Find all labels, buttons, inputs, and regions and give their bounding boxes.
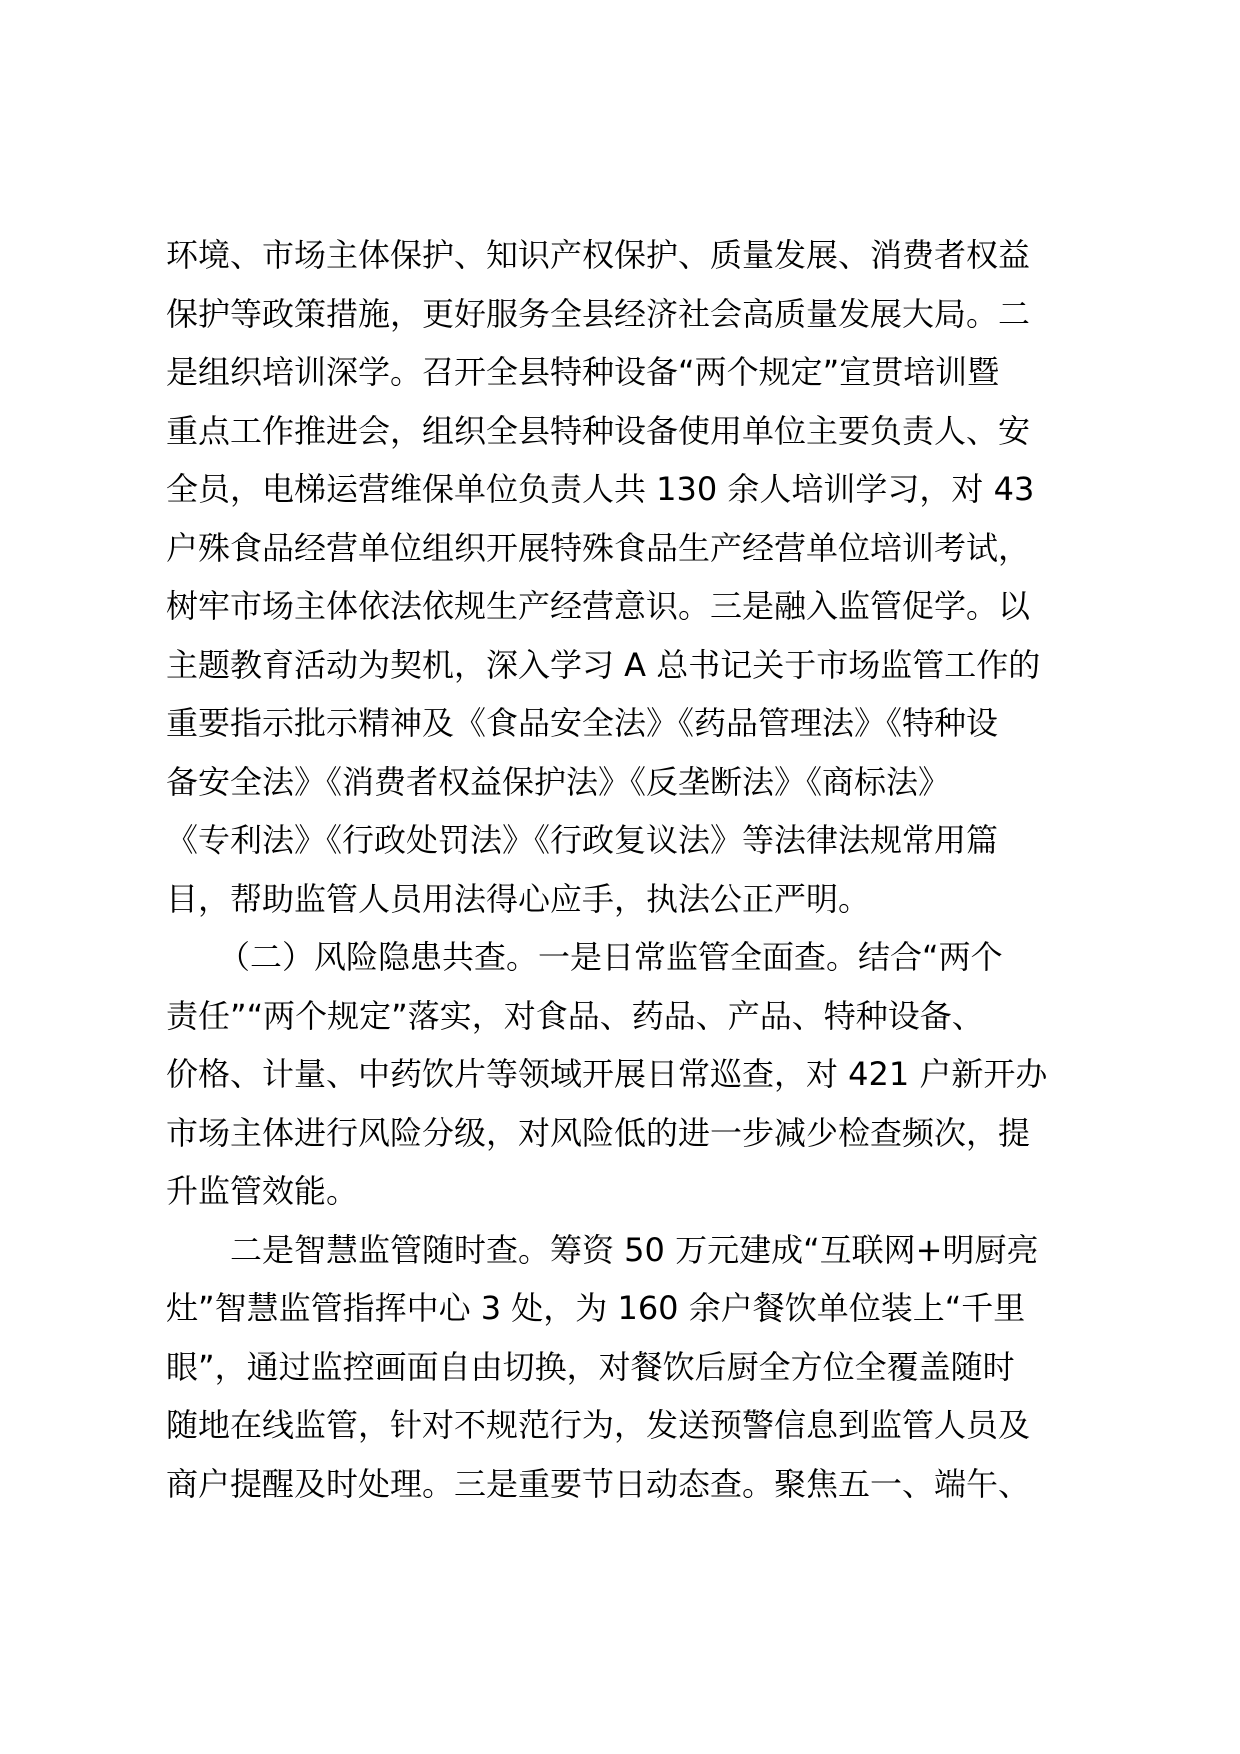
- section-heading-line: （二）风险隐患共查。一是日常监管全面查。结合“两个: [218, 938, 1003, 976]
- text-line: 市场主体进行风险分级，对风险低的进一步减少检查频次，提: [166, 1113, 1031, 1152]
- text-line: 眼”，通过监控画面自由切换，对餐饮后厨全方位全覆盖随时: [166, 1347, 1015, 1386]
- text-line: 环境、市场主体保护、知识产权保护、质量发展、消费者权益: [166, 236, 1031, 274]
- text-line: 主题教育活动为契机，深入学习 A 总书记关于市场监管工作的: [166, 645, 1041, 684]
- text-line: 户殊食品经营单位组织开展特殊食品生产经营单位培训考试，: [166, 528, 1031, 567]
- body-text: [166, 226, 1096, 1513]
- text-line: 灶”智慧监管指挥中心 3 处，为 160 余户餐饮单位装上“千里: [166, 1289, 1026, 1327]
- text-line: 是组织培训深学。召开全县特种设备“两个规定”宣贯培训暨: [166, 353, 1000, 391]
- text-line: 全员，电梯运营维保单位负责人共 130 余人培训学习，对 43: [166, 470, 1035, 508]
- text-line: 备安全法》《消费者权益保护法》《反垄断法》《商标法》: [166, 762, 951, 801]
- text-line: 保护等政策措施，更好服务全县经济社会高质量发展大局。二: [166, 294, 1031, 333]
- text-line: 价格、计量、中药饮片等领域开展日常巡查，对 421 户新开办: [166, 1055, 1048, 1093]
- paragraph-start-line: 二是智慧监管随时查。筹资 50 万元建成“互联网+明厨亮: [230, 1230, 1039, 1269]
- text-line: 目，帮助监管人员用法得心应手，执法公正严明。: [166, 879, 871, 918]
- text-line: 重点工作推进会，组织全县特种设备使用单位主要负责人、安: [166, 411, 1031, 450]
- text-line: 树牢市场主体依法依规生产经营意识。三是融入监管促学。以: [166, 587, 1031, 625]
- text-line: 重要指示批示精神及《食品安全法》《药品管理法》《特种设: [166, 704, 999, 742]
- text-line: 升监管效能。: [166, 1172, 359, 1210]
- text-line: 责任”“两个规定”落实，对食品、药品、产品、特种设备、: [166, 996, 984, 1035]
- text-line: 随地在线监管，针对不规范行为，发送预警信息到监管人员及: [166, 1406, 1031, 1444]
- text-line: 商户提醒及时处理。三是重要节日动态查。聚焦五一、端午、: [166, 1464, 1031, 1503]
- text-line: 《专利法》《行政处罚法》《行政复议法》等法律法规常用篇: [166, 821, 999, 859]
